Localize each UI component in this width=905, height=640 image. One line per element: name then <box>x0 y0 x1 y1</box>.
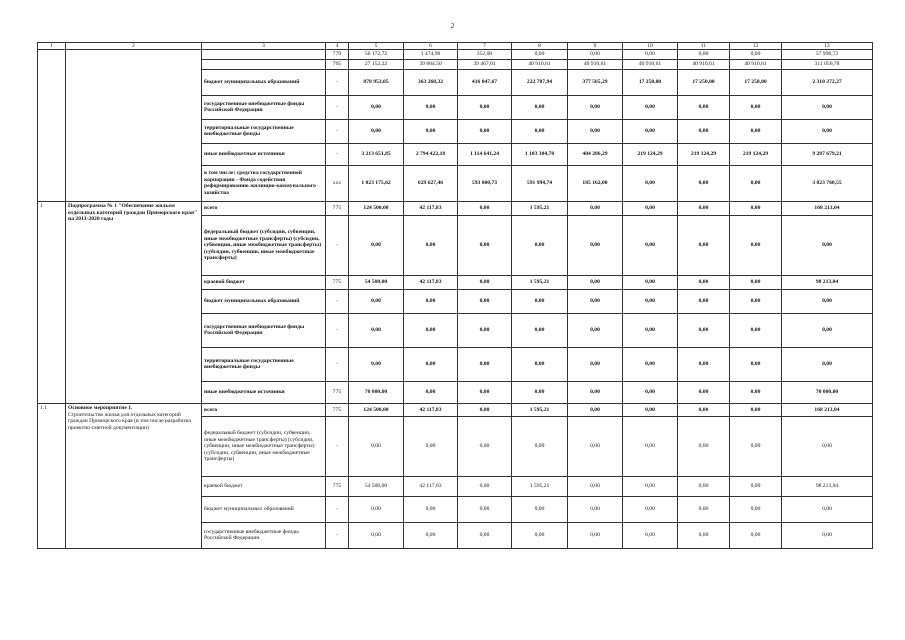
amount-year-1: 0,00 <box>349 313 404 347</box>
funding-source: краевой бюджет <box>202 275 326 289</box>
amount-year-7: 0,00 <box>678 275 730 289</box>
amount-year-8: 0,00 <box>730 95 782 119</box>
amount-year-3: 0,00 <box>458 215 512 275</box>
amount-year-3: 0,00 <box>458 381 512 403</box>
amount-total: 0,00 <box>782 289 873 313</box>
amount-year-3: 0,00 <box>458 201 512 215</box>
amount-total: 0,00 <box>782 347 873 381</box>
budget-code: - <box>326 69 349 95</box>
amount-year-1: 0,00 <box>349 95 404 119</box>
table-row <box>38 403 873 416</box>
amount-year-7: 0,00 <box>678 119 730 143</box>
amount-year-1: 0,00 <box>349 522 404 548</box>
amount-year-6: 219 124,29 <box>623 143 678 165</box>
amount-year-3: 0,00 <box>458 416 512 476</box>
amount-year-7: 0,00 <box>678 165 730 201</box>
amount-year-3: 0,00 <box>458 119 512 143</box>
amount-year-8: 0,00 <box>730 50 782 60</box>
amount-year-8: 0,00 <box>730 347 782 381</box>
amount-year-8: 0,00 <box>730 201 782 215</box>
amount-year-5: 0,00 <box>568 201 623 215</box>
amount-year-1: 0,00 <box>349 416 404 476</box>
amount-year-6: 0,00 <box>623 201 678 215</box>
amount-year-2: 0,00 <box>404 215 458 275</box>
amount-total: 0,00 <box>782 496 873 522</box>
amount-year-8: 0,00 <box>730 215 782 275</box>
amount-year-6: 0,00 <box>623 476 678 496</box>
budget-code: - <box>326 496 349 522</box>
amount-year-7: 40 910,61 <box>678 59 730 69</box>
amount-year-2: 629 627,46 <box>404 165 458 201</box>
amount-year-2: 42 117,83 <box>404 201 458 215</box>
amount-year-1: 0,00 <box>349 215 404 275</box>
amount-year-5: 0,00 <box>568 347 623 381</box>
amount-year-4: 1 595,21 <box>512 476 568 496</box>
amount-year-7: 0,00 <box>678 381 730 403</box>
budget-code: 775 <box>326 201 349 215</box>
amount-total: 0,00 <box>782 416 873 476</box>
amount-year-4: 0,00 <box>512 313 568 347</box>
amount-year-8: 219 124,29 <box>730 143 782 165</box>
amount-year-5: 0,00 <box>568 496 623 522</box>
amount-year-2: 363 268,32 <box>404 69 458 95</box>
amount-year-7: 0,00 <box>678 50 730 60</box>
amount-year-3: 593 800,73 <box>458 165 512 201</box>
budget-code: 775 <box>326 476 349 496</box>
amount-year-2: 0,00 <box>404 496 458 522</box>
page-number: 2 <box>450 22 455 30</box>
amount-year-4: 591 994,74 <box>512 165 568 201</box>
amount-year-8: 0,00 <box>730 289 782 313</box>
amount-total: 168 213,04 <box>782 201 873 215</box>
amount-year-4: 0,00 <box>512 416 568 476</box>
amount-year-6: 0,00 <box>623 313 678 347</box>
amount-year-3: 1 114 641,24 <box>458 143 512 165</box>
amount-year-2: 39 884,50 <box>404 59 458 69</box>
amount-year-8: 0,00 <box>730 275 782 289</box>
amount-year-8: 0,00 <box>730 496 782 522</box>
budget-code: - <box>326 522 349 548</box>
table-row <box>38 50 873 60</box>
amount-year-1: 1 023 175,62 <box>349 165 404 201</box>
row-index <box>38 50 66 202</box>
amount-year-3: 0,00 <box>458 522 512 548</box>
amount-year-7: 0,00 <box>678 416 730 476</box>
amount-year-2: 42 117,83 <box>404 403 458 416</box>
amount-year-1: 124 500,00 <box>349 201 404 215</box>
amount-year-1: 124 500,00 <box>349 403 404 416</box>
column-number-7: 7 <box>458 43 512 50</box>
program-name-description: Строительство жилья для отдельных категорий граждан Приморского края (в том числе разработка проектно-сметной документации) <box>68 411 191 431</box>
amount-total: 0,00 <box>782 522 873 548</box>
amount-year-3: 0,00 <box>458 275 512 289</box>
amount-total: 168 213,04 <box>782 403 873 416</box>
amount-year-4: 0,00 <box>512 381 568 403</box>
amount-year-4: 222 787,94 <box>512 69 568 95</box>
funding-source: бюджет муниципальных образований <box>202 69 326 95</box>
amount-year-5: 0,00 <box>568 313 623 347</box>
amount-year-7: 0,00 <box>678 201 730 215</box>
funding-source: государственные внебюджетные фонды Российской Федерации <box>202 313 326 347</box>
amount-year-4: 1 103 304,78 <box>512 143 568 165</box>
amount-total: 57 998,72 <box>782 50 873 60</box>
funding-source: иные внебюджетные источники <box>202 143 326 165</box>
amount-year-7: 0,00 <box>678 289 730 313</box>
amount-total: 2 310 372,27 <box>782 69 873 95</box>
amount-year-2: 0,00 <box>404 95 458 119</box>
column-number-3: 3 <box>202 43 326 50</box>
budget-code: - <box>326 289 349 313</box>
amount-year-4: 0,00 <box>512 347 568 381</box>
amount-year-2: 0,00 <box>404 289 458 313</box>
amount-year-4: 1 595,21 <box>512 403 568 416</box>
funding-source: краевой бюджет <box>202 476 326 496</box>
amount-year-7: 17 250,00 <box>678 69 730 95</box>
amount-year-7: 0,00 <box>678 313 730 347</box>
amount-year-4: 0,00 <box>512 119 568 143</box>
amount-total: 0,00 <box>782 313 873 347</box>
column-number-12: 12 <box>730 43 782 50</box>
amount-year-3: 352,00 <box>458 50 512 60</box>
column-number-13: 13 <box>782 43 873 50</box>
amount-year-1: 3 213 651,85 <box>349 143 404 165</box>
amount-year-5: 0,00 <box>568 275 623 289</box>
column-number-8: 8 <box>512 43 568 50</box>
amount-year-6: 0,00 <box>623 119 678 143</box>
amount-year-4: 1 595,21 <box>512 201 568 215</box>
budget-code: - <box>326 215 349 275</box>
amount-year-1: 878 953,05 <box>349 69 404 95</box>
budget-code: - <box>326 143 349 165</box>
budget-table <box>37 42 873 549</box>
row-index: 1 <box>38 201 66 403</box>
amount-total: 98 213,04 <box>782 275 873 289</box>
funding-source <box>202 50 326 60</box>
amount-year-5: 0,00 <box>568 522 623 548</box>
amount-year-8: 0,00 <box>730 119 782 143</box>
amount-year-3: 0,00 <box>458 496 512 522</box>
budget-code: 775 <box>326 381 349 403</box>
amount-year-5: 0,00 <box>568 95 623 119</box>
amount-year-1: 54 500,00 <box>349 275 404 289</box>
amount-year-1: 27 152,22 <box>349 59 404 69</box>
amount-total: 3 023 760,55 <box>782 165 873 201</box>
amount-year-7: 0,00 <box>678 215 730 275</box>
amount-year-2: 0,00 <box>404 381 458 403</box>
amount-year-4: 1 595,21 <box>512 275 568 289</box>
amount-year-2: 0,00 <box>404 416 458 476</box>
amount-year-4: 0,00 <box>512 522 568 548</box>
amount-year-4: 0,00 <box>512 50 568 60</box>
funding-source: государственные внебюджетные фонды Российской Федерации <box>202 95 326 119</box>
column-number-9: 9 <box>568 43 623 50</box>
amount-year-7: 219 124,29 <box>678 143 730 165</box>
column-number-row <box>38 43 873 50</box>
funding-source <box>202 59 326 69</box>
funding-source: в том числе: средства государственной корпорации - Фонда содействия реформированию жилищно-коммунального хозяйства <box>202 165 326 201</box>
amount-year-5: 40 910,61 <box>568 59 623 69</box>
table-row <box>38 201 873 215</box>
amount-year-6: 17 250,00 <box>623 69 678 95</box>
amount-year-8: 0,00 <box>730 381 782 403</box>
amount-total: 0,00 <box>782 95 873 119</box>
amount-year-1: 56 172,72 <box>349 50 404 60</box>
program-name <box>66 403 202 548</box>
amount-year-8: 0,00 <box>730 522 782 548</box>
amount-year-6: 0,00 <box>623 347 678 381</box>
amount-year-6: 0,00 <box>623 496 678 522</box>
amount-year-3: 0,00 <box>458 313 512 347</box>
program-name <box>66 201 202 403</box>
amount-year-6: 0,00 <box>623 522 678 548</box>
amount-year-5: 0,00 <box>568 289 623 313</box>
amount-year-5: 0,00 <box>568 50 623 60</box>
amount-year-8: 0,00 <box>730 416 782 476</box>
amount-year-7: 0,00 <box>678 522 730 548</box>
amount-year-3: 0,00 <box>458 347 512 381</box>
column-number-6: 6 <box>404 43 458 50</box>
table-body <box>38 43 873 549</box>
amount-year-2: 1 474,90 <box>404 50 458 60</box>
row-index: 1.1 <box>38 403 66 548</box>
column-number-1: 1 <box>38 43 66 50</box>
funding-source: федеральный бюджет (субсидии, субвенции, иные межбюджетные трансферты) (субсидии, субвенции, иные межбюджетные трансферты) (субсидии, субвенции, иные межбюджетные трансферты) <box>202 416 326 476</box>
budget-code: - <box>326 95 349 119</box>
amount-year-5: 0,00 <box>568 476 623 496</box>
amount-year-1: 54 500,00 <box>349 476 404 496</box>
column-number-5: 5 <box>349 43 404 50</box>
amount-year-2: 42 117,83 <box>404 275 458 289</box>
budget-code: 795 <box>326 59 349 69</box>
funding-source: бюджет муниципальных образований <box>202 289 326 313</box>
amount-year-5: 0,00 <box>568 119 623 143</box>
amount-year-3: 39 467,01 <box>458 59 512 69</box>
amount-year-8: 0,00 <box>730 403 782 416</box>
column-number-4: 4 <box>326 43 349 50</box>
amount-year-5: 404 286,29 <box>568 143 623 165</box>
funding-source: всего <box>202 201 326 215</box>
column-number-2: 2 <box>66 43 202 50</box>
budget-code: 779 <box>326 50 349 60</box>
amount-year-6: 0,00 <box>623 289 678 313</box>
amount-year-5: 377 565,29 <box>568 69 623 95</box>
amount-year-8: 17 250,00 <box>730 69 782 95</box>
budget-code: ххх <box>326 165 349 201</box>
column-number-11: 11 <box>678 43 730 50</box>
amount-year-4: 0,00 <box>512 215 568 275</box>
budget-code: 775 <box>326 403 349 416</box>
funding-source: федеральный бюджет (субсидии, субвенции, иные межбюджетные трансферты) (субсидии, субвенции, иные межбюджетные трансферты) (субсидии, субвенции, иные межбюджетные трансферты) <box>202 215 326 275</box>
amount-year-2: 42 117,83 <box>404 476 458 496</box>
amount-year-6: 0,00 <box>623 95 678 119</box>
amount-total: 9 287 679,21 <box>782 143 873 165</box>
amount-year-3: 0,00 <box>458 95 512 119</box>
amount-year-3: 0,00 <box>458 476 512 496</box>
amount-year-4: 0,00 <box>512 95 568 119</box>
amount-year-2: 0,00 <box>404 522 458 548</box>
amount-year-2: 2 794 422,18 <box>404 143 458 165</box>
amount-year-3: 416 047,67 <box>458 69 512 95</box>
funding-source: бюджет муниципальных образований <box>202 496 326 522</box>
amount-year-5: 0,00 <box>568 381 623 403</box>
funding-source: иные внебюджетные источники <box>202 381 326 403</box>
funding-source: государственные внебюджетные фонды Российской Федерации <box>202 522 326 548</box>
amount-total: 311 056,78 <box>782 59 873 69</box>
amount-year-1: 0,00 <box>349 289 404 313</box>
program-name-title: Основное мероприятие 1. <box>68 404 133 411</box>
budget-code: - <box>326 347 349 381</box>
amount-year-8: 0,00 <box>730 313 782 347</box>
budget-code: 775 <box>326 275 349 289</box>
budget-code: - <box>326 313 349 347</box>
amount-year-4: 0,00 <box>512 289 568 313</box>
amount-year-2: 0,00 <box>404 313 458 347</box>
amount-year-6: 0,00 <box>623 275 678 289</box>
amount-year-6: 0,00 <box>623 50 678 60</box>
amount-year-6: 0,00 <box>623 165 678 201</box>
amount-year-5: 0,00 <box>568 403 623 416</box>
program-name-title: Подпрограмма № 1 "Обеспечение жильем отдельных категорий граждан Приморского края" на 2013-2020 годы <box>68 202 198 223</box>
amount-year-2: 0,00 <box>404 347 458 381</box>
amount-year-4: 40 910,61 <box>512 59 568 69</box>
amount-year-7: 0,00 <box>678 476 730 496</box>
column-number-10: 10 <box>623 43 678 50</box>
funding-source: всего <box>202 403 326 416</box>
amount-year-8: 0,00 <box>730 476 782 496</box>
budget-code: - <box>326 119 349 143</box>
amount-year-6: 0,00 <box>623 403 678 416</box>
program-name <box>66 50 202 202</box>
budget-code: - <box>326 416 349 476</box>
amount-year-6: 0,00 <box>623 215 678 275</box>
amount-year-6: 0,00 <box>623 381 678 403</box>
amount-year-5: 0,00 <box>568 215 623 275</box>
amount-year-2: 0,00 <box>404 119 458 143</box>
amount-year-5: 185 162,00 <box>568 165 623 201</box>
amount-year-1: 0,00 <box>349 119 404 143</box>
amount-total: 98 213,04 <box>782 476 873 496</box>
amount-total: 0,00 <box>782 215 873 275</box>
amount-year-6: 40 910,61 <box>623 59 678 69</box>
amount-year-7: 0,00 <box>678 95 730 119</box>
amount-year-1: 0,00 <box>349 496 404 522</box>
amount-year-1: 70 000,00 <box>349 381 404 403</box>
amount-year-3: 0,00 <box>458 289 512 313</box>
amount-year-5: 0,00 <box>568 416 623 476</box>
amount-year-8: 0,00 <box>730 165 782 201</box>
amount-year-4: 0,00 <box>512 496 568 522</box>
amount-year-7: 0,00 <box>678 347 730 381</box>
amount-year-6: 0,00 <box>623 416 678 476</box>
amount-year-1: 0,00 <box>349 347 404 381</box>
amount-year-7: 0,00 <box>678 496 730 522</box>
amount-year-8: 40 910,61 <box>730 59 782 69</box>
amount-year-3: 0,00 <box>458 403 512 416</box>
amount-year-7: 0,00 <box>678 403 730 416</box>
funding-source: территориальные государственные внебюджетные фонды <box>202 119 326 143</box>
amount-total: 70 000,00 <box>782 381 873 403</box>
funding-source: территориальные государственные внебюджетные фонды <box>202 347 326 381</box>
amount-total: 0,00 <box>782 119 873 143</box>
